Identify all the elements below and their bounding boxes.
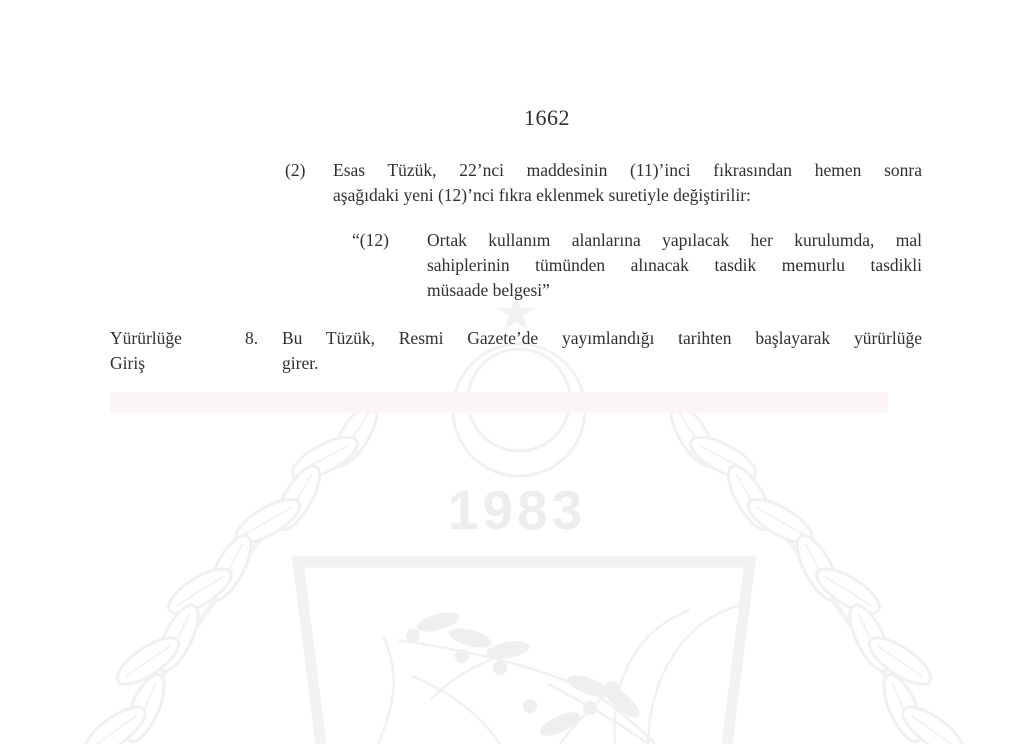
clause-8-text: [282, 326, 922, 376]
clause-marker-12: “(12): [352, 230, 389, 250]
text-line: Ortak kullanım alanlarına yapılacak her kurulumda, mal: [427, 230, 922, 250]
margin-label-line: Giriş: [110, 353, 145, 373]
text-line: aşağıdaki yeni (12)’nci fıkra eklenmek suretiyle değiştirilir:: [333, 185, 751, 205]
page-number: 1662: [524, 105, 570, 130]
star-crescent-icon: [453, 295, 585, 476]
text-line: müsaade belgesi”: [427, 280, 550, 300]
dove-olive-branch: [378, 604, 745, 744]
text-line: Esas Tüzük, 22’nci maddesinin (11)’inci fıkrasından hemen sonra: [333, 160, 922, 180]
text-line: Bu Tüzük, Resmi Gazete’de yayımlandığı tarihten başlayarak yürürlüğe: [282, 328, 922, 348]
text-line: girer.: [282, 353, 319, 373]
watermark-year: 1983: [447, 479, 587, 541]
highlight-band: [110, 392, 888, 413]
margin-label: [110, 326, 182, 376]
margin-label-line: Yürürlüğe: [110, 328, 182, 348]
clause-12-text: [427, 228, 922, 303]
clause-2-text: [333, 158, 922, 208]
clause-marker-8: 8.: [245, 328, 259, 348]
text-line: sahiplerinin tümünden alınacak tasdik memurlu tasdikli: [427, 255, 922, 275]
clause-marker-2: (2): [285, 160, 306, 180]
